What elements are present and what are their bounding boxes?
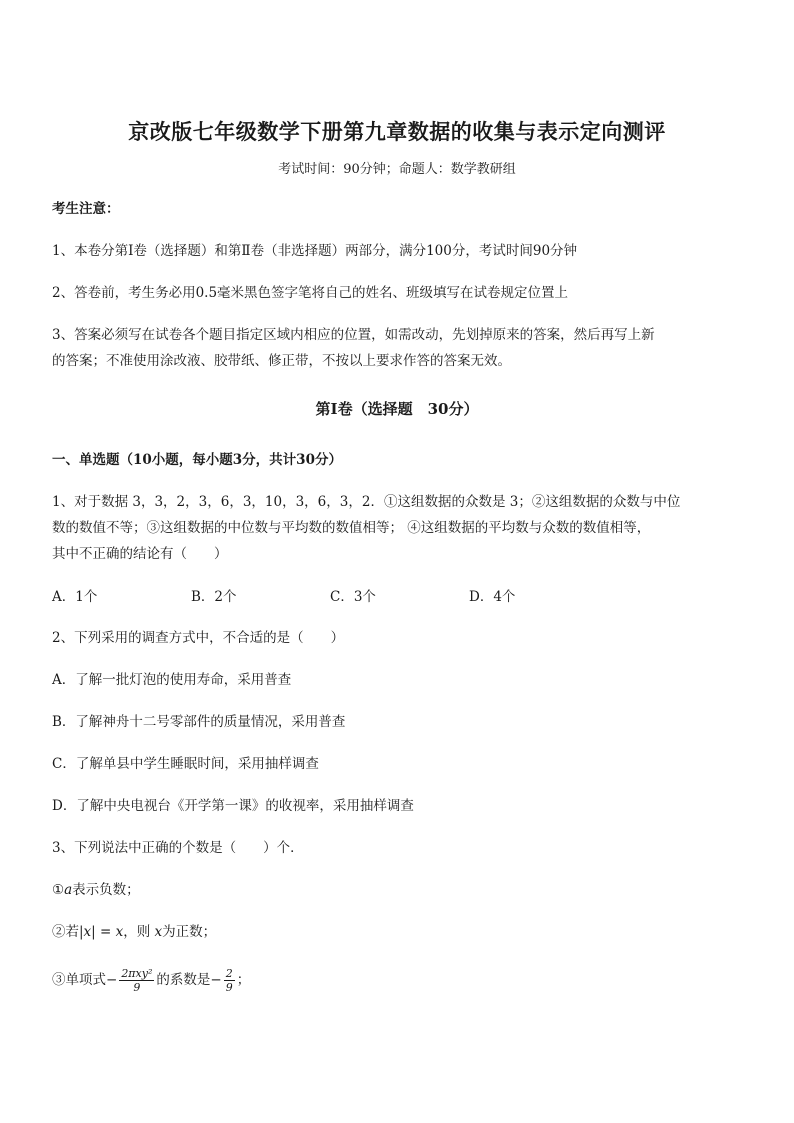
notice-item: 的答案；不准使用涂改液、胶带纸、修正带，不按以上要求作答的答案无效。 (52, 353, 511, 369)
coefficient-fraction (224, 967, 235, 994)
fraction-numerator: 2 (225, 967, 233, 980)
option-a: A．1个 (52, 589, 98, 605)
notice-heading: 考生注意： (52, 201, 120, 217)
question-1-options (52, 584, 752, 610)
statement-text: 表示负数； (72, 882, 140, 898)
option-b: B．了解神舟十二号零部件的质量情况，采用普查 (52, 714, 346, 730)
section-title: 第Ⅰ卷（选择题 30分） (315, 400, 479, 418)
fraction-numerator: 2πxy² (121, 967, 153, 980)
option-d: D．了解中央电视台《开学第一课》的收视率，采用抽样调查 (52, 798, 414, 814)
fraction-denominator: 9 (225, 981, 233, 994)
statement-text: 为正数； (162, 924, 217, 940)
minus-sign: − (210, 972, 222, 988)
statement-2 (52, 919, 752, 945)
page-title: 京改版七年级数学下册第九章数据的收集与表示定向测评 (128, 119, 666, 144)
statement-prefix: ① (52, 882, 65, 898)
question-3-stem: 3、下列说法中正确的个数是（ ）个． (52, 840, 304, 856)
math-variable: x (154, 924, 163, 940)
statement-text: ，则 (123, 924, 151, 940)
part-heading: 一、单选题（10小题，每小题3分，共计30分） (52, 452, 342, 468)
statement-prefix: ③单项式 (52, 972, 106, 988)
monomial-fraction (119, 967, 154, 994)
notice-item: 1、本卷分第Ⅰ卷（选择题）和第Ⅱ卷（非选择题）两部分，满分100分，考试时间90分钟 (52, 243, 578, 259)
minus-sign: − (106, 972, 118, 988)
option-c: C．3个 (330, 589, 376, 605)
notice-item: 3、答案必须写在试卷各个题目指定区域内相应的位置，如需改动，先划掉原来的答案，然后再写上新 (52, 327, 655, 343)
fraction-denominator: 9 (133, 981, 141, 994)
question-2-stem: 2、下列采用的调查方式中，不合适的是（ ） (52, 630, 345, 646)
question-1-text: 1、对于数据 3，3，2，3，6，3，10，3，6，3，2．①这组数据的众数是 3；②这组数据的众数与中位 (52, 494, 681, 510)
option-b: B．2个 (191, 589, 237, 605)
option-c: C．了解单县中学生睡眠时间，采用抽样调查 (52, 756, 319, 772)
statement-text: ； (236, 972, 251, 988)
statement-text: 的系数是 (156, 972, 211, 988)
option-a: A．了解一批灯泡的使用寿命，采用普查 (52, 672, 292, 688)
option-d: D．4个 (469, 589, 516, 605)
math-expression: |x| = x (79, 924, 124, 940)
statement-1 (52, 877, 752, 903)
statement-prefix: ②若 (52, 924, 79, 940)
question-1-text: 其中不正确的结论有（ ） (52, 546, 228, 562)
math-variable: a (64, 882, 73, 898)
notice-item: 2、答卷前，考生务必用0.5毫米黑色签字笔将自己的姓名、班级填写在试卷规定位置上 (52, 285, 569, 301)
statement-3 (52, 967, 752, 994)
exam-info: 考试时间：90分钟；命题人：数学教研组 (278, 162, 516, 177)
question-1-text: 数的数值不等；③这组数据的中位数与平均数的数值相等； ④这组数据的平均数与众数的数值相等， (52, 520, 651, 536)
